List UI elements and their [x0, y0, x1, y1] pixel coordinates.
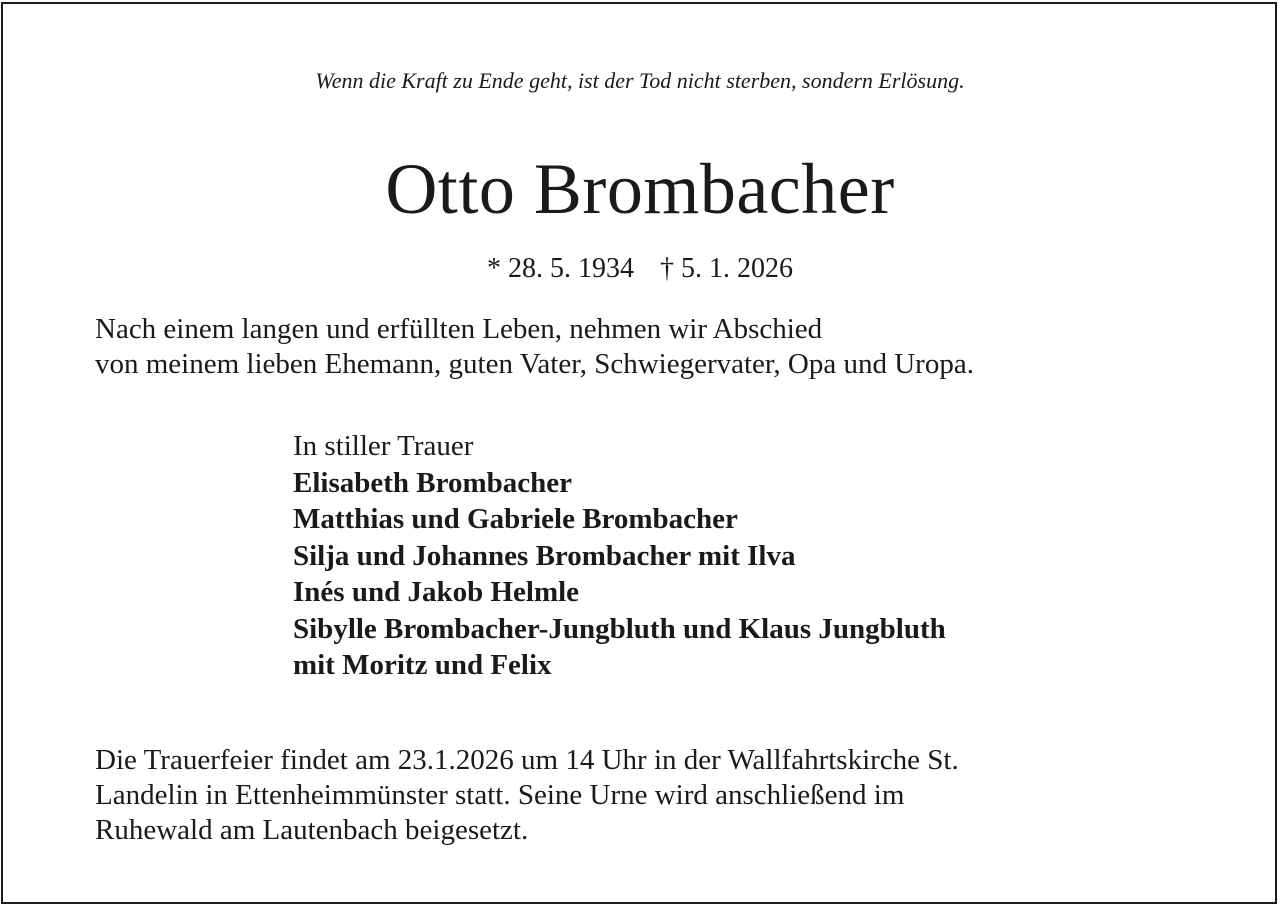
mourner-name: Elisabeth Brombacher [293, 466, 572, 499]
mourner-name: Sibylle Brombacher-Jungbluth und Klaus Jungbluth [293, 612, 946, 645]
funeral-notice [95, 743, 959, 848]
mourner-name: Matthias und Gabriele Brombacher [293, 503, 738, 535]
farewell-line: von meinem lieben Ehemann, guten Vater, Schwiegervater, Opa und Uropa. [95, 348, 974, 380]
funeral-notice-line: Ruhewald am Lautenbach beigesetzt. [95, 814, 529, 846]
mourner-name: mit Moritz und Felix [293, 649, 552, 681]
life-dates [0, 252, 1280, 286]
birth-date: * 28. 5. 1934 [487, 253, 634, 284]
motto-quote: Wenn die Kraft zu Ende geht, ist der Tod nicht sterben, sondern Erlösung. [315, 68, 965, 93]
mourner-name: Silja und Johannes Brombacher mit Ilva [293, 539, 796, 572]
funeral-notice-line: Landelin in Ettenheimmünster statt. Seine Urne wird anschließend im [95, 779, 905, 811]
death-date: † 5. 1. 2026 [660, 253, 793, 284]
funeral-notice-line: Die Trauerfeier findet am 23.1.2026 um 14 Uhr in der Wallfahrtskirche St. [95, 744, 959, 776]
farewell-line: Nach einem langen und erfüllten Leben, nehmen wir Abschied [95, 313, 823, 345]
farewell-text [95, 312, 974, 382]
mourner-name: Inés und Jakob Helmle [293, 576, 580, 608]
mourners-heading: In stiller Trauer [293, 430, 474, 462]
deceased-name: Otto Brombacher [385, 149, 895, 229]
mourners-list [293, 428, 946, 684]
